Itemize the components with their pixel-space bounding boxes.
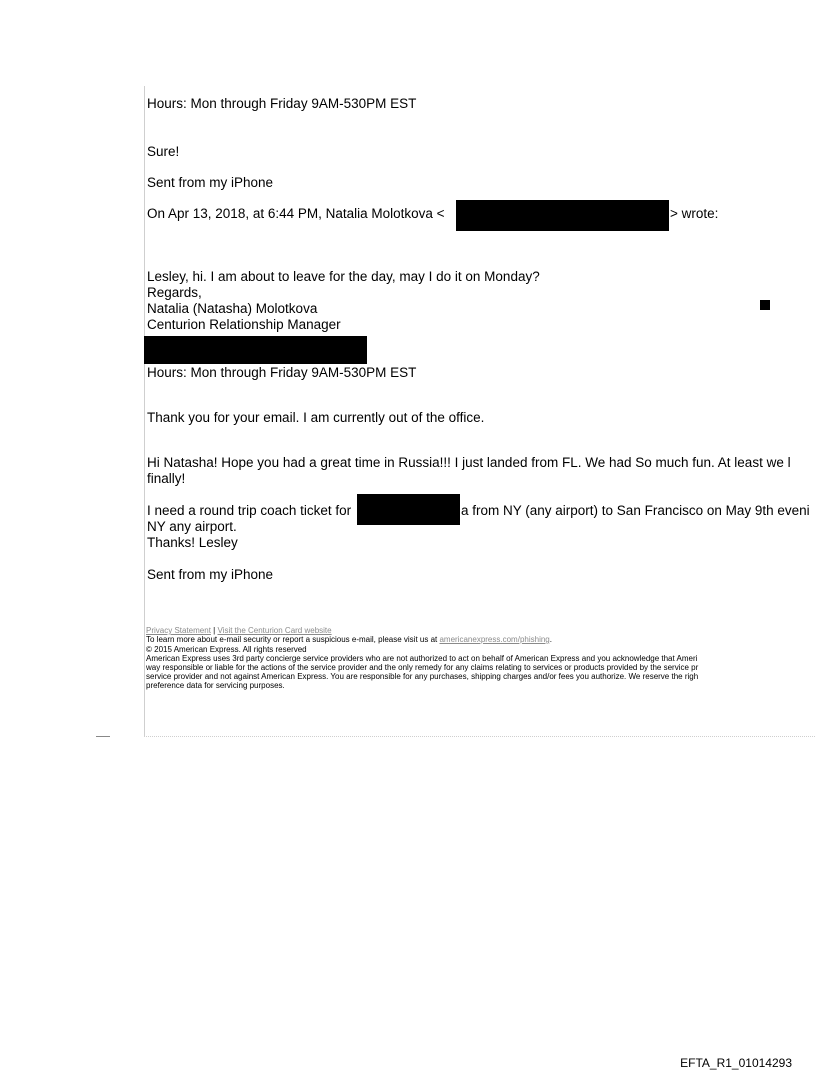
redaction-signature [144, 336, 367, 364]
reply-header-suffix: > wrote: [670, 206, 719, 221]
out-of-office-line: Thank you for your email. I am currently out of the office. [147, 410, 485, 425]
lesley-message-line-1: Hi Natasha! Hope you had a great time in Russia!!! I just landed from FL. We had So much fun. At least we l [147, 455, 791, 470]
reply-sent-from: Sent from my iPhone [147, 175, 274, 190]
footer-disclaimer-line-1: American Express uses 3rd party concierge service providers who are not authorized to act on behalf of American Express and you acknowledge that Ameri [146, 654, 698, 663]
footer-links-row [146, 626, 332, 635]
natalia-name: Natalia (Natasha) Molotkova [147, 301, 318, 316]
lesley-message-line-3-end: a from NY (any airport) to San Francisco on May 9th eveni [461, 503, 810, 518]
lesley-message-line-2: finally! [147, 471, 186, 486]
centurion-website-link[interactable]: Visit the Centurion Card website [217, 626, 332, 635]
natalia-message-line: Lesley, hi. I am about to leave for the day, may I do it on Monday? [147, 269, 540, 284]
footer-separator: | [213, 626, 216, 635]
footer-copyright: © 2015 American Express. All rights reserved [146, 645, 307, 654]
lesley-message-line-3-start: I need a round trip coach ticket for [147, 503, 352, 518]
natalia-title: Centurion Relationship Manager [147, 317, 341, 332]
natalia-regards: Regards, [147, 285, 202, 300]
lesley-message-line-4: NY any airport. [147, 519, 237, 534]
footer-disclaimer-line-3: service provider and not against American Express. You are responsible for any purchases, shipping charges and/or fees you authorize. We reserve the righ [146, 672, 699, 681]
privacy-statement-link[interactable]: Privacy Statement [146, 626, 211, 635]
footer-disclaimer-line-4: preference data for servicing purposes. [146, 681, 285, 690]
redaction-passenger-name [357, 494, 460, 525]
lesley-message-line-5: Thanks! Lesley [147, 535, 238, 550]
reply-sure: Sure! [147, 144, 180, 159]
footer-disclaimer-line-2: way responsible or liable for the actions of the service provider and the only remedy for any claims relating to services or products provided by the service pr [146, 663, 699, 672]
natalia-hours: Hours: Mon through Friday 9AM-530PM EST [147, 365, 417, 380]
top-hours-line: Hours: Mon through Friday 9AM-530PM EST [147, 96, 417, 111]
black-square-marker [760, 300, 770, 310]
footer-security-text: To learn more about e-mail security or report a suspicious e-mail, please visit us at [146, 635, 438, 644]
footer-security-row [146, 635, 552, 644]
reply-header-prefix: On Apr 13, 2018, at 6:44 PM, Natalia Molotkova < [147, 206, 445, 221]
stray-mark [96, 736, 110, 737]
footer-period: . [549, 635, 552, 644]
redaction-email-address [456, 200, 669, 231]
document-id: EFTA_R1_01014293 [680, 1056, 792, 1070]
lesley-sent-from: Sent from my iPhone [147, 567, 274, 582]
phishing-link[interactable]: americanexpress.com/phishing [439, 635, 550, 644]
